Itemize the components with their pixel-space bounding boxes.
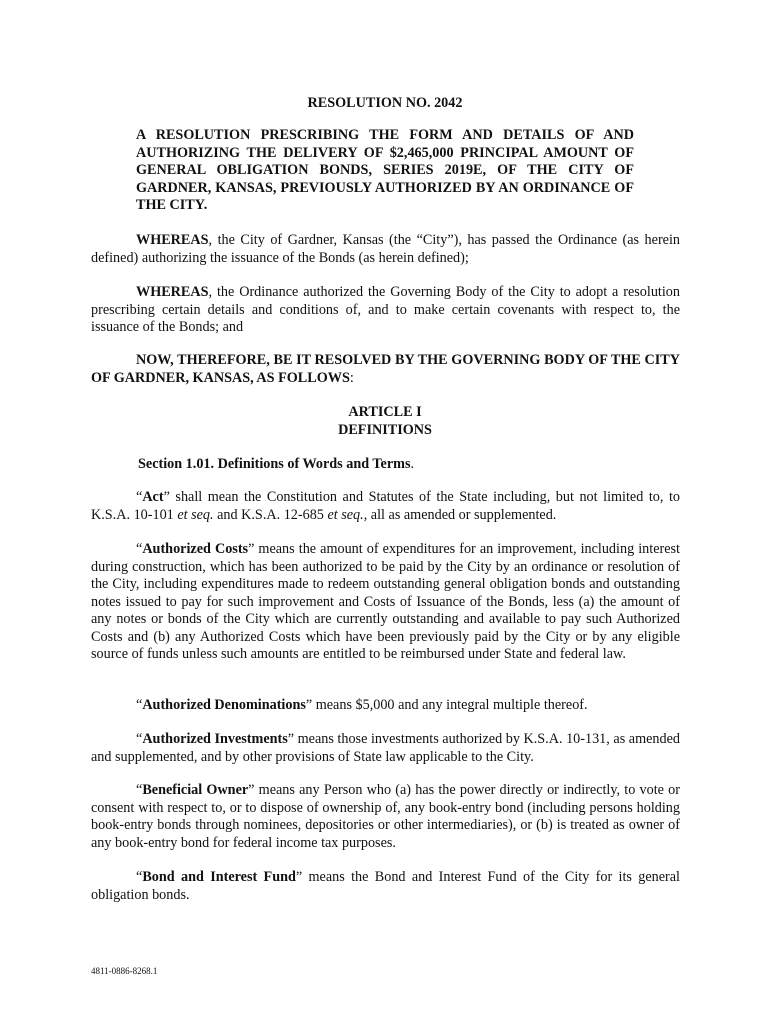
definition-text: ” shall mean the Constitution and Statutes of the State including, but not limited to, to K.S.A. 10-101 [91, 489, 680, 523]
whereas-lead: WHEREAS [136, 232, 209, 248]
latin-term: et seq. [177, 506, 214, 523]
resolved-clause: NOW, THEREFORE, BE IT RESOLVED BY THE GOVERNING BODY OF THE CITY OF GARDNER, KANSAS, AS FOLLOWS: [91, 352, 680, 386]
whereas-lead: WHEREAS [136, 284, 209, 300]
section-title: Section 1.01. Definitions of Words and Terms [138, 456, 411, 472]
whereas-text: , the City of Gardner, Kansas (the “City”), has passed the Ordinance (as herein defined) authorizing the issuance of the Bonds (as herein defined); [91, 232, 680, 266]
article-number: ARTICLE I [348, 404, 422, 420]
article-title: DEFINITIONS [338, 422, 432, 438]
definition-text: , all as amended or supplemented. [363, 506, 557, 523]
definition-authorized-costs: “Authorized Costs” means the amount of expenditures for an improvement, including interest during construction, which has been authorized to be paid by the City by an ordinance or resolution of the City, including expenditures made to redeem outstanding general obligation bonds and outstanding notes issued to pay for such improvement and Costs of Issuance of the Bonds, less (a) the amount of any notes or bonds of the City which are currently outstanding and available to pay such Authorized Costs and (b) any Authorized Costs which have been previously paid by the City or by any eligible source of funds unless such amounts are entitled to be reimbursed under State and federal law. [91, 541, 680, 662]
definition-term: Authorized Costs [142, 541, 249, 557]
heading-text: A RESOLUTION PRESCRIBING THE FORM AND DETAILS OF AND AUTHORIZING THE DELIVERY OF $2,465,000 PRINCIPAL AMOUNT OF GENERAL OBLIGATION BONDS, SERIES 2019E, OF THE CITY OF GARDNER, KANSAS, PREVIOUSLY AUTHORIZED BY AN ORDINANCE OF THE CITY [136, 127, 634, 213]
resolved-text: NOW, THEREFORE, BE IT RESOLVED BY THE GOVERNING BODY OF THE CITY OF GARDNER, KANSAS, AS FOLLOWS [91, 352, 680, 386]
definition-term: Act [142, 489, 164, 505]
definition-text: ” means those investments authorized by K.S.A. 10-131, as amended and supplemented, and by other provisions of State law applicable to the City. [91, 731, 680, 765]
definition-term: Beneficial Owner [142, 782, 249, 798]
article-heading [90, 403, 680, 439]
definition-text: ” means $5,000 and any integral multiple thereof. [305, 697, 588, 713]
definition-authorized-denominations: “Authorized Denominations” means $5,000 and any integral multiple thereof. [136, 697, 588, 713]
section-heading: Section 1.01. Definitions of Words and Terms. [138, 456, 415, 472]
definition-text: ” means any Person who (a) has the power directly or indirectly, to vote or consent with respect to, or to dispose of ownership of, any book-entry bond (including persons holding book-entry bonds through nominees, depositories or other intermediaries), or (b) is treated as owner of any book-entry bond for federal income tax purposes. [91, 782, 680, 851]
definition-text: ” means the Bond and Interest Fund of the City for its general obligation bonds. [91, 869, 680, 903]
whereas-text: , the Ordinance authorized the Governing Body of the City to adopt a resolution prescribing certain details and conditions of, and to make certain covenants with respect to, the issuance of the Bonds; and [91, 284, 680, 335]
whereas-paragraph-1 [91, 232, 680, 267]
latin-term: et seq. [327, 506, 364, 523]
definition-term: Authorized Investments [142, 731, 288, 747]
definition-bond-interest-fund: “Bond and Interest Fund” means the Bond and Interest Fund of the City for its general obligation bonds. [91, 869, 680, 903]
definition-text: and K.S.A. 12-685 [213, 506, 328, 523]
resolution-heading: A RESOLUTION PRESCRIBING THE FORM AND DETAILS OF AND AUTHORIZING THE DELIVERY OF $2,465,000 PRINCIPAL AMOUNT OF GENERAL OBLIGATION BONDS, SERIES 2019E, OF THE CITY OF GARDNER, KANSAS, PREVIOUSLY AUTHORIZED BY AN ORDINANCE OF THE CITY. [136, 127, 634, 213]
resolution-title: RESOLUTION NO. 2042 [307, 95, 463, 111]
whereas-paragraph-2 [91, 284, 680, 337]
definition-act: “Act” shall mean the Constitution and Statutes of the State including, but not limited to, to K.S.A. 10-101 et seq. and K.S.A. 12-685 et seq., all as amended or supplemented. [91, 489, 680, 523]
document-footer-code: 4811-0886-8268.1 [91, 966, 158, 976]
definition-beneficial-owner: “Beneficial Owner” means any Person who (a) has the power directly or indirectly, to vote or consent with respect to, or to dispose of ownership of, any book-entry bond (including persons holding book-entry bonds through nominees, depositories or other intermediaries), or (b) is treated as owner of any book-entry bond for federal income tax purposes. [91, 782, 680, 851]
definition-term: Authorized Denominations [142, 697, 306, 713]
definition-authorized-investments: “Authorized Investments” means those investments authorized by K.S.A. 10-131, as amended and supplemented, and by other provisions of State law applicable to the City. [91, 731, 680, 765]
definition-term: Bond and Interest Fund [142, 869, 296, 885]
definition-text: ” means the amount of expenditures for an improvement, including interest during construction, which has been authorized to be paid by the City by an ordinance or resolution of the City, including expenditures made to redeem outstanding general obligation bonds and outstanding notes issued to pay for such improvement and Costs of Issuance of the Bonds, less (a) the amount of any notes or bonds of the City which are currently outstanding and available to pay such Authorized Costs and (b) any Authorized Costs which have been previously paid by the City or by any eligible source of funds unless such amounts are entitled to be reimbursed under State and federal law. [91, 541, 680, 662]
